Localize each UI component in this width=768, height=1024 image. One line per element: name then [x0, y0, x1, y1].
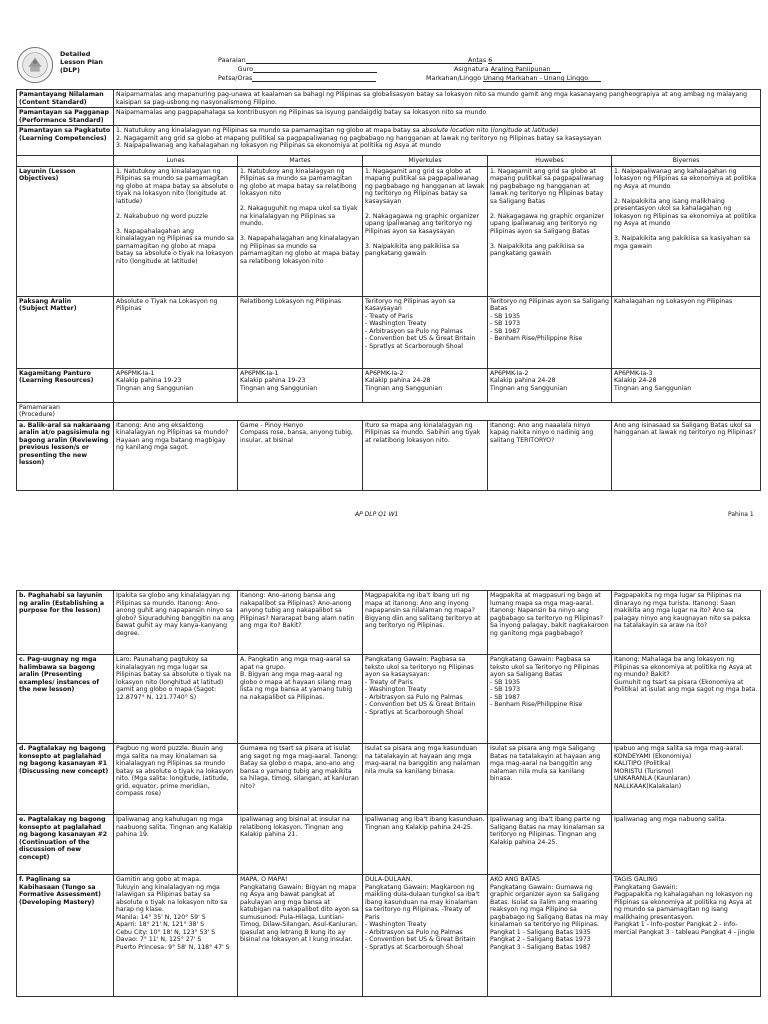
row-b-label: b. Paghahabi sa layunin ng aralin (Establishing a purpose for the lesson) [17, 591, 114, 655]
row-b-cell: Ipakita sa globo ang kinalalagyan ng Pilipinas sa mundo. Itanong: Ano-anong guhit ang napapansin ninyo sa globo? Siguraduhing banggitin na ang bawat guhit ay may kanya-kanyang degree. [114, 591, 238, 655]
row-d-cell: Isulat sa pisara ang mga Saligang Batas na tatalakayin at hayaan ang mga mag-aaral na banggitin ang nalaman nila mula sa kanilang binasa. [488, 744, 612, 815]
antas-field [468, 56, 532, 64]
performance-standard-text: Naipamamalas ang pagpapahalaga sa kontribusyon ng Pilipinas sa isyung pandaigdig batay sa lokasyon nito sa mundo [114, 108, 761, 126]
row-d [17, 744, 761, 815]
header [16, 46, 760, 88]
row-b-cell: Magpakita at magpasuri ng bago at lumang mapa sa mga mag-aaral. Itanong: Napansin ba ninyo ang pagbabago sa teritoryo ng Pilipinas? Sa inyong palagay, bakit nagkakaroon ng ganitong mga pagbabago? [488, 591, 612, 655]
row-c-cell: Pangkatang Gawain: Pagbasa sa teksto ukol sa teritoryo ng Pilipinas ayon sa kasaysayan: - Treaty of Paris - Washington Treaty - Arbitrasyon sa Pulo ng Palmas - Convention bet US & Great Britain - Spratlys at Scarborough Shoal [363, 655, 488, 744]
dlp-title-line2: Lesson Plan [60, 58, 103, 67]
procedure-table [16, 590, 761, 997]
row-c-cell: A. Pangkatin ang mga mag-aaral sa apat na grupo. B. Bigyan ang mga mag-aaral ng globo o mapa at hayaan silang mag lista ng mga bansa at yamang tubig na nakapalibot sa Pilipinas. [238, 655, 363, 744]
row-a [17, 420, 761, 490]
objectives-cell: 1. Naipapaliwanag ang kahalagahan ng lokasyon ng Pilipinas sa ekonomiya at politika ng Asya at mundo 2. Naipakikita ang isang malikhaing presentasyon ukol sa kahalagahan ng lokasyon ng Pilipinas sa ekonomiya at politika ng Asya at mundo 3. Naipakikita ang pakikiisa sa kasiyahan sa mga gawain [612, 166, 761, 296]
resources-cell: AP6PMK-Ia-2 Kalakip pahina 24-28 Tingnan ang Sanggunian [363, 368, 488, 402]
resources-cell: AP6PMK-Ia-1 Kalakip pahina 19-23 Tingnan ang Sanggunian [238, 368, 363, 402]
objectives-label: Layunin (Lesson Objectives) [17, 166, 114, 296]
paaralan-line [246, 56, 482, 64]
competency-text [114, 126, 761, 156]
competency-row [17, 126, 761, 156]
subject-row [17, 296, 761, 368]
day-header: Miyerkules [363, 156, 488, 167]
procedure-label: Pamamaraan (Procedure) [17, 402, 114, 420]
row-c [17, 655, 761, 744]
row-e-label: e. Pagtalakay ng bagong konsepto at paglalahad ng bagong kasanayan #2 (Continuation of the discussion of new concept) [17, 815, 114, 875]
row-e-cell: Ipaliwanag ang bisinal at insular na relatibong lokasyon. Tingnan ang Kalakip pahina 21. [238, 815, 363, 875]
competency-2: 2. Nagagamit ang grid sa globo at mapang pulitikal sa pagpapaliwanag ng pagbabago ng hangganan at lawak ng teritoryo ng Pilipinas batay sa kasaysayan [116, 134, 602, 142]
objectives-cell: 1. Nagagamit ang grid sa globo at mapang pulitikal sa pagpapaliwanag ng pagbabago ng hangganan at lawak ng teritoryo ng Pilipinas batay sa kasaysayan 2. Nakagagawa ng graphic organizer upang ipaliwanag ang teritoryo ng Pilipinas ayon sa kasaysayan 3. Naipakikita ang pakikiisa sa pangkatang gawain [363, 166, 488, 296]
row-c-label: c. Pag-uugnay ng mga halimbawa sa bagong aralin (Presenting examples/ instances of the new lesson) [17, 655, 114, 744]
competency-1: 1. Natutukoy ang kinalalagyan ng Pilipinas sa mundo sa pamamagitan ng globo at mapa batay sa absolute location nito (longitude at latitude) [116, 127, 559, 134]
markahan-field [426, 74, 601, 82]
paaralan-field [218, 56, 482, 64]
content-standard-row [17, 90, 761, 108]
row-a-cell: Game - Pinoy Henyo Compass rose, bansa, anyong tubig, insular, at bisinal [238, 420, 363, 490]
dlp-title-line1: Detailed [60, 50, 91, 58]
petsa-line [252, 74, 376, 82]
antas-value: 6 [488, 56, 532, 64]
row-f [17, 875, 761, 997]
page-gap [0, 540, 768, 572]
content-standard-text: Naipamamalas ang mapanuring pag-unawa at kaalaman sa bahagi ng Pilipinas sa globalisasyon batay sa lokasyon nito sa mundo gamit ang mga kasanayang pangheograpiya at ang ambag ng malayang kaisipan sa pag-usbong ng nasyonalismong Filipino. [114, 90, 761, 108]
row-d-cell: Ipabuo ang mga salita sa mga mag-aaral. KONDEYAMI (Ekonomiya) KALITIPO (Politika) MORISTU (Turismo) UNKARANLA (Kaunlaran) NALLKAAK(Kalakalan) [612, 744, 761, 815]
antas-label: Antas [468, 56, 487, 64]
resources-label: Kagamitang Panturo (Learning Resources) [17, 368, 114, 402]
row-f-label: f. Paglinang sa Kabihasaan (Tungo sa Formative Assessment) (Developing Mastery) [17, 875, 114, 997]
objectives-cell: 1. Nagagamit ang grid sa globo at mapang pulitikal sa pagpapaliwanag ng pagbabago ng hangganan at lawak ng teritoryo ng Pilipinas batay sa Saligang Batas 2. Nakagagawa ng graphic organizer upang ipaliwanag ang teritoryo ng Pilipinas ayon sa Saligang Batas 3. Naipakikita ang pakikiisa sa pangkatang gawain [488, 166, 612, 296]
row-e-cell: Ipaliwanag ang iba't ibang kasunduan. Tingnan ang Kalakip pahina 24-25. [363, 815, 488, 875]
dlp-title [60, 50, 103, 75]
row-f-cell: TAGIS GALING Pangkatang Gawain: Pagpapakita ng kahalagahan ng lokasyon ng Pilipinas sa ekonomiya at politika ng Asya at ng mundo sa pamamagitan ng isang malikhaing presentasyon. Pangkat 1 - Info-poster Pangkat 2 - info-mercial Pangkat 3 - tableau Pangkat 4 - jingle [612, 875, 761, 997]
content-standard-label: Pamantayang Nilalaman (Content Standard) [17, 90, 114, 108]
asignatura-field [454, 65, 561, 73]
guro-label: Guro [237, 65, 253, 73]
competency-label: Pamantayan sa Pagkatuto (Learning Competencies) [17, 126, 114, 156]
objectives-cell: 1. Natutukoy ang kinalalagyan ng Pilipinas sa mundo sa pamamagitan ng globo at mapa batay sa absolute o tiyak na lokasyon nito (longitude at latitude) 2. Nakabubuo ng word puzzle 3. Napapahalagahan ang kinalalagyan ng Pilipinas sa mundo sa pamamagitan ng globo at mapa batay sa absolute o tiyak na lokasyon nito (longitude at latitude) [114, 166, 238, 296]
row-f-cell: MAPA, O MAPA! Pangkatang Gawain: Bigyan ng mapa ng Asya ang bawat pangkat at pakulayan ang mga bansa at katubigan na nakapalibot dito ayon sa sumusunod: Pula-Hilaga, Luntian-Timog, Dilaw-Silangan, Asul-Kanluran. Ipasulat ang letrang B kung ito ay bisinal na lokasyon at I kung insular. [238, 875, 363, 997]
row-a-cell: Itanong: Ano ang naaalala ninyo kapag nakita ninyo o nadinig ang salitang TERITORYO? [488, 420, 612, 490]
performance-standard-row [17, 108, 761, 126]
row-b-cell: Pagpapakita ng mga lugar sa Pilipinas na dinarayo ng mga turista. Itanong: Saan makikita ang mga lugar na ito? Ano sa palagay ninyo ang kaugnayan nito sa paksa na tatalakayin sa araw na ito? [612, 591, 761, 655]
competency-3: 3. Naipapaliwanag ang kahalagahan ng lokasyon ng Pilipinas sa ekonomiya at politika ng Asya at mundo [116, 142, 442, 149]
days-header-row [17, 156, 761, 167]
row-f-cell: Gamitin ang gobo at mapa. Tukuyin ang kinalalagyan ng mga lalawigan sa Pilipinas batay sa absolute o tiyak na lokasyon nito sa harap ng klase. Manila: 14° 35' N, 120° 59' S Aparri: 18° 21' N, 121° 38' S Cebu City: 10° 18' N, 123° 53' S Davao: 7° 11' N, 125° 27' S Puerto Princesa: 9° 58' N, 118° 47' S [114, 875, 238, 997]
guro-line [253, 65, 377, 73]
row-c-cell: Laro: Paunahang pagtukoy sa kinalalagyan ng mga lugar sa Pilipinas batay sa absolute o tiyak na lokasyon nito (longhitud at latitud) gamit ang globo o mapa (Sagot: 12.8797° N, 121.7740° S) [114, 655, 238, 744]
row-c-cell: Itanong: Mahalaga ba ang lokasyon ng Pilipinas sa ekonomiya at politika ng Asya at ng mundo? Bakit? Gumuhit ng tsart sa pisara (Ekonomiya at Politika) at isulat ang mga sagot ng mga bata. [612, 655, 761, 744]
objectives-cell: 1. Natutukoy ang kinalalagyan ng Pilipinas sa mundo sa pamamagitan ng globo at mapa batay sa relatibong lokasyon nito 2. Nakaguguhit ng mapa ukol sa tiyak na kinalalagyan ng Pilipinas sa mundo. 3. Napapahalagahan ang kinalalagyan ng Pilipinas sa mundo sa pamamagitan ng globo at mapa batay sa relatibong lokasyon nito [238, 166, 363, 296]
row-e [17, 815, 761, 875]
row-e-cell: Ipaliwanag ang iba't ibang parte ng Saligang Batas na may kinalaman sa teritoryo ng Pilipinas. Tingnan ang Kalakip pahina 24-25. [488, 815, 612, 875]
subject-cell: Absolute o Tiyak na Lokasyon ng Pilipinas [114, 296, 238, 368]
row-b [17, 591, 761, 655]
row-b-cell: Itanong: Ano-anong bansa ang nakapalibot sa Pilipinas? Ano-anong anyong tubig ang nakapalibot sa Pilipinas? Nararapat bang alam natin ang mga ito? Bakit? [238, 591, 363, 655]
performance-standard-label: Pamantayan sa Pagganap (Performance Standard) [17, 108, 114, 126]
footer-center: AP DLP Q1 W1 [355, 511, 399, 518]
row-d-cell: Gumawa ng tsart sa pisara at isulat ang sagot ng mga mag-aaral. Tanong: Batay sa globo o mapa, ano-ano ang bansa o yamang tubig ang makikita sa hilaga, timog, silangan, at kanluran nito? [238, 744, 363, 815]
asignatura-label: Asignatura [454, 65, 489, 73]
row-c-cell: Pangkatang Gawain: Pagbasa sa teksto ukol sa Teritoryo ng Pilipinas ayon sa Saligang Batas - SB 1935 - SB 1973 - SB 1987 - Benham Rise/Philippine Rise [488, 655, 612, 744]
days-corner-cell [17, 156, 114, 167]
procedure-empty [114, 402, 761, 420]
row-f-cell: DULA-DULAAN. Pangkatang Gawain: Magkaroon ng maikling dula-dulaan tungkol sa iba't ibang kasunduan na may kinalaman sa teritoryo ng Pilipinas. -Treaty of Paris - Washington Treaty - Arbitrasyon sa Pulo ng Palmas - Convention bet US & Great Britain - Spratlys at Scarborough Shoal [363, 875, 488, 997]
guro-field [218, 65, 377, 73]
page-2 [0, 572, 768, 1024]
markahan-label: Markahan/Linggo [426, 74, 482, 82]
row-d-cell: Isulat sa pisara ang mga kasunduan na tatalakayin at hayaan ang mga mag-aaral na banggitin ang nalaman nila mula sa kanilang binasa. [363, 744, 488, 815]
row-d-label: d. Pagtalakay ng bagong konsepto at paglalahad ng bagong kasanayan #1 (Discussing new concept) [17, 744, 114, 815]
row-a-cell: Ituro sa mapa ang kinalalagyan ng Pilipinas sa mundo. Sabihin ang tiyak at relatibong lokasyon nito. [363, 420, 488, 490]
subject-label: Paksang Aralin (Subject Matter) [17, 296, 114, 368]
row-e-cell: Ipaliwanag ang mga nabuong salita. [612, 815, 761, 875]
footer-page-number: Pahina 1 [728, 511, 754, 518]
resources-cell: AP6PMK-Ia-2 Kalakip pahina 24-28 Tingnan ang Sanggunian [488, 368, 612, 402]
procedure-row [17, 402, 761, 420]
row-d-cell: Pagbuo ng word puzzle. Buuin ang mga salita na may kinalaman sa kinalalagyan ng Pilipinas sa mundo batay sa absolute o tiyak na lokasyon nito. (Mga salita: longitude, latitude, grid, equator, prime meridian, compass rose) [114, 744, 238, 815]
row-f-cell: AKO ANG BATAS Pangkatang Gawain: Gumawa ng graphic organizer ayon sa Saligang Batas. Isulat sa ilalim ang maaring reaksyon ng mga Pilipino sa pagbabago ng Saligang Batas na may kinalaman sa teritoryo ng Pilipinas. Pangkat 1 - Saligang Batas 1935 Pangkat 2 - Saligang Batas 1973 Pangkat 3 - Saligang Batas 1987 [488, 875, 612, 997]
resources-cell: AP6PMK-Ia-1 Kalakip pahina 19-23 Tingnan ang Sanggunian [114, 368, 238, 402]
day-header: Biyernes [612, 156, 761, 167]
row-a-cell: Ano ang isinasaad sa Saligang Batas ukol sa hangganan at lawak ng teritoryo ng Pilipinas? [612, 420, 761, 490]
day-header: Lunes [114, 156, 238, 167]
asignatura-value: Araling Panlipunan [491, 65, 561, 73]
day-header: Huwebes [488, 156, 612, 167]
dlp-title-line3: (DLP) [60, 66, 80, 75]
subject-cell: Teritoryo ng Pilipinas ayon sa Kasaysayan - Treaty of Paris - Washington Treaty - Arbitrasyon sa Pulo ng Palmas - Convention bet US & Great Britain - Spratlys at Scarborough Shoal [363, 296, 488, 368]
subject-cell: Kahalagahan ng Lokasyon ng Pilipinas [612, 296, 761, 368]
objectives-row [17, 166, 761, 296]
resources-row [17, 368, 761, 402]
row-b-cell: Magpapakita ng iba't ibang uri ng mapa at itanong: Ano ang inyong napapansin sa nilalaman ng mapa? Bigyang diin ang salitang teritoryo at ang teritoryo ng Pilipinas. [363, 591, 488, 655]
subject-cell: Relatibong Lokasyon ng Pilipinas [238, 296, 363, 368]
petsa-field [218, 74, 376, 82]
markahan-value: Unang Markahan - Unang Linggo [483, 74, 601, 82]
day-header: Martes [238, 156, 363, 167]
row-a-cell: Itanong: Ano ang eksaktong kinalalagyan ng Pilipinas sa mundo? Hayaan ang mga batang magbigay ng kanilang mga sagot. [114, 420, 238, 490]
resources-cell: AP6PMK-Ia-3 Kalakip 24-28 Tingnan ang Sanggunian [612, 368, 761, 402]
paaralan-label: Paaralan [218, 56, 246, 64]
petsa-label: Petsa/Oras [218, 74, 253, 82]
row-e-cell: Ipaliwanag ang kahulugan ng mga naabuong salita. Tingnan ang Kalakip pahina 19. [114, 815, 238, 875]
standards-table [16, 89, 761, 491]
subject-cell: Teritoryo ng Pilipinas ayon sa Saligang Batas - SB 1935 - SB 1973 - SB 1987 - Benham Rise/Philippine Rise [488, 296, 612, 368]
row-a-label: a. Balik-aral sa nakaraang aralin at/o pagsisimula ng bagong aralin (Reviewing previous lesson/s or presenting the new lesson) [17, 420, 114, 490]
deped-seal-icon [16, 46, 54, 84]
